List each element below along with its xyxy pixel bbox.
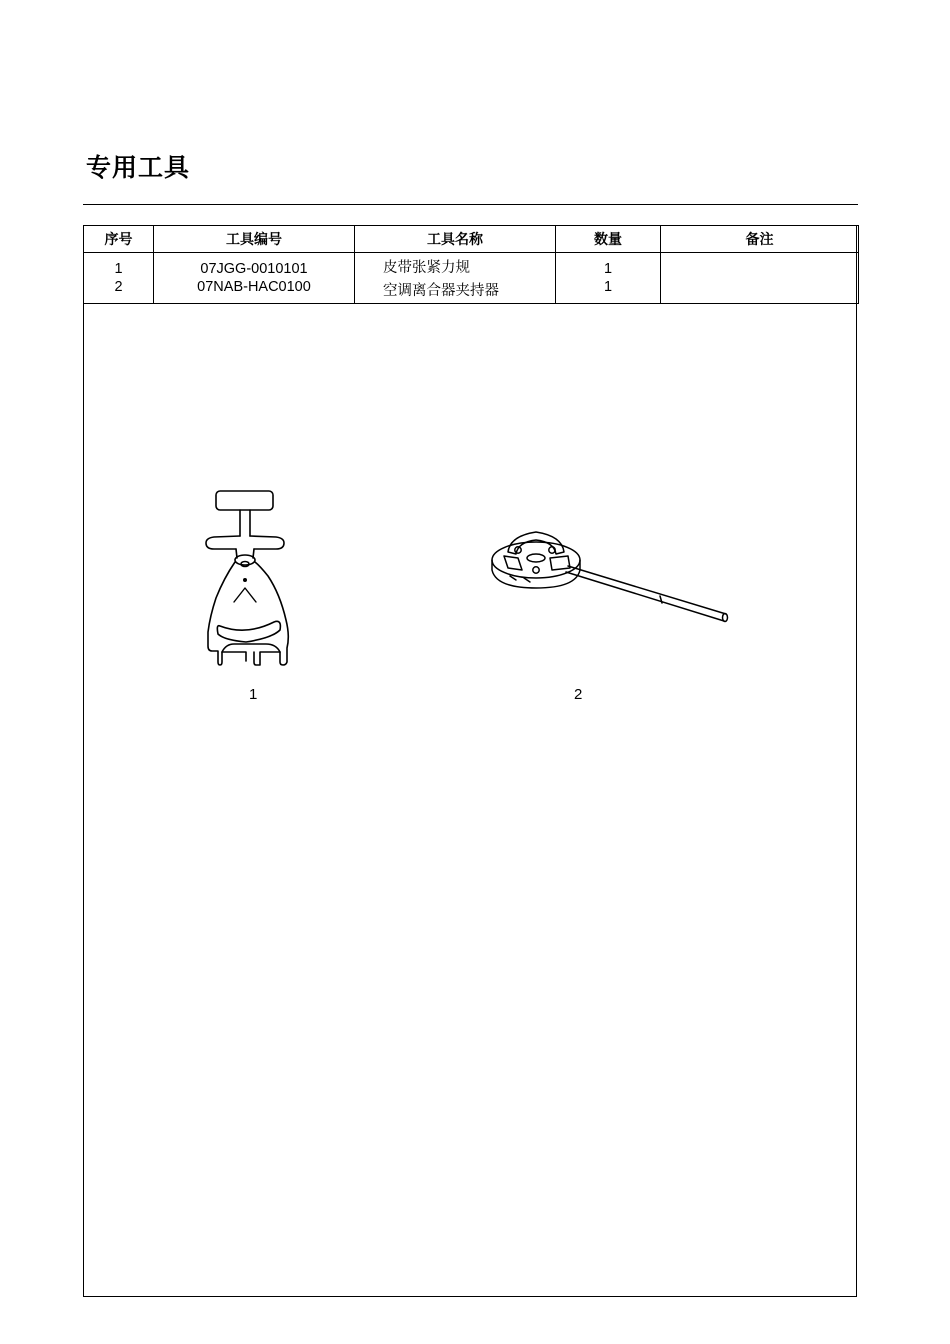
cell-index: 1 — [84, 253, 154, 279]
table-row — [84, 278, 859, 304]
ac-clutch-holder-illustration — [490, 520, 730, 626]
figure-label-1: 1 — [249, 686, 258, 703]
column-header-name: 工具名称 — [355, 226, 556, 253]
column-header-part-no: 工具编号 — [154, 226, 355, 253]
table-row — [84, 253, 859, 279]
belt-tension-gauge-illustration — [196, 486, 300, 666]
cell-part-no: 07JGG-0010101 — [154, 253, 355, 279]
cell-qty: 1 — [556, 253, 661, 279]
column-header-qty: 数量 — [556, 226, 661, 253]
cell-index: 2 — [84, 278, 154, 304]
cell-remark — [661, 278, 859, 304]
figure-label-2: 2 — [574, 686, 583, 703]
special-tools-table — [83, 225, 859, 304]
cell-name: 空调离合器夹持器 — [355, 278, 556, 304]
cell-remark — [661, 253, 859, 279]
cell-part-no: 07NAB-HAC0100 — [154, 278, 355, 304]
table-header-row — [84, 226, 859, 253]
column-header-index: 序号 — [84, 226, 154, 253]
cell-name: 皮带张紧力规 — [355, 253, 556, 279]
content-frame — [83, 225, 857, 1297]
column-header-remark: 备注 — [661, 226, 859, 253]
cell-qty: 1 — [556, 278, 661, 304]
title-divider — [83, 204, 858, 205]
page-title: 专用工具 — [86, 153, 191, 182]
